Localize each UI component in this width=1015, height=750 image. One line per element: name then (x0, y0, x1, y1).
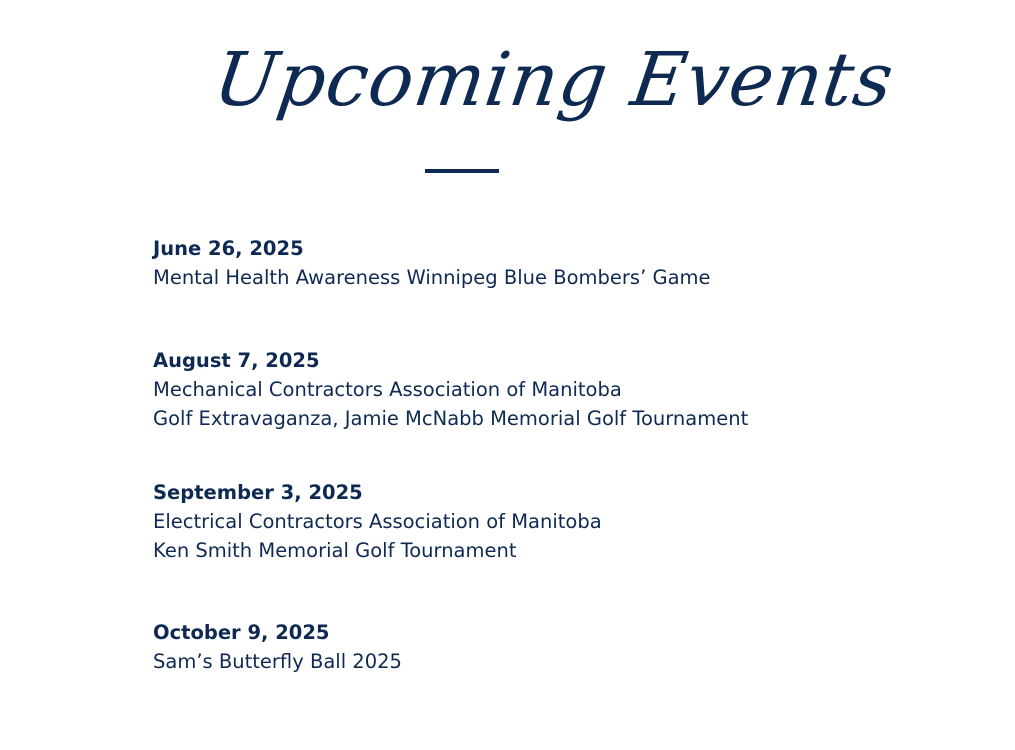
event-title: Sam’s Butterfly Ball 2025 (153, 650, 402, 673)
event-item (153, 234, 953, 292)
page-heading (208, 20, 900, 150)
event-organizer: Mechanical Contractors Association of Manitoba (153, 378, 622, 401)
event-date: September 3, 2025 (153, 481, 363, 504)
event-item (153, 618, 953, 676)
event-item (153, 346, 953, 433)
page-title: Upcoming Events (208, 37, 900, 123)
event-title: Ken Smith Memorial Golf Tournament (153, 539, 517, 562)
event-title: Mental Health Awareness Winnipeg Blue Bombers’ Game (153, 266, 711, 289)
event-item (153, 478, 953, 565)
event-organizer: Electrical Contractors Association of Manitoba (153, 510, 602, 533)
title-divider (425, 169, 499, 173)
event-date: August 7, 2025 (153, 349, 320, 372)
event-date: October 9, 2025 (153, 621, 330, 644)
event-date: June 26, 2025 (153, 237, 304, 260)
event-title: Golf Extravaganza, Jamie McNabb Memorial Golf Tournament (153, 407, 749, 430)
